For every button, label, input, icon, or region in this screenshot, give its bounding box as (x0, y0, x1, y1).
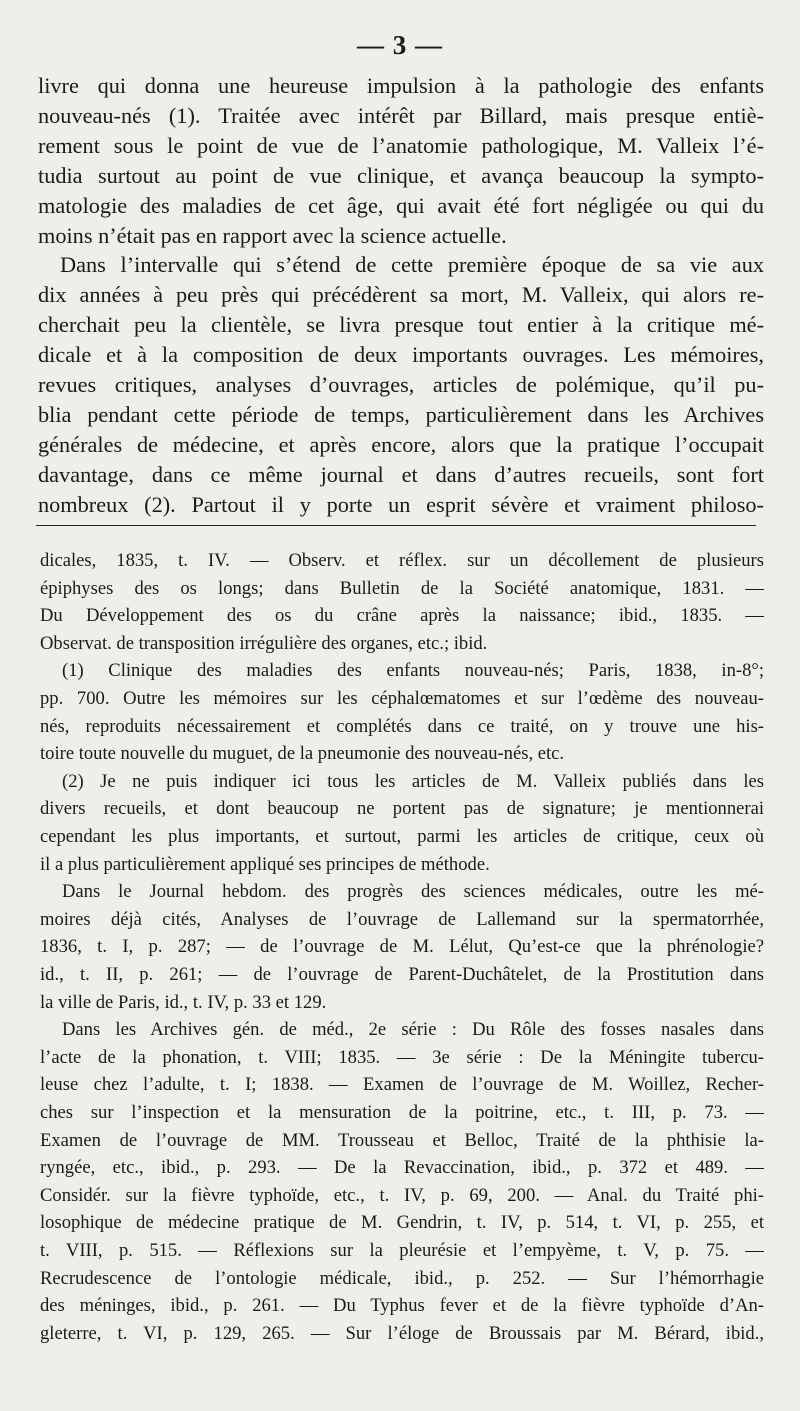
footnote-line: (1) Clinique des maladies des enfants nouveau-nés; Paris, 1838, in-8°; (62, 660, 764, 682)
body-text-line: rement sous le point de vue de l’anatomie pathologique, M. Valleix l’é- (38, 132, 764, 158)
body-text-line: générales de médecine, et après encore, alors que la pratique l’occupait (38, 431, 764, 457)
body-text-line: davantage, dans ce même journal et dans d’autres recueils, sont fort (38, 461, 764, 487)
footnote-line: Recrudescence de l’ontologie médicale, ibid., p. 252. — Sur l’hémorrhagie (40, 1267, 764, 1289)
footnote-line: Examen de l’ouvrage de MM. Trousseau et Belloc, Traité de la phthisie la- (40, 1129, 764, 1151)
footnote-line: t. VIII, p. 515. — Réflexions sur la pleurésie et l’empyème, t. V, p. 75. — (40, 1240, 764, 1261)
body-text-line: nombreux (2). Partout il y porte un esprit sévère et vraiment philoso- (38, 491, 764, 517)
body-text-line: revues critiques, analyses d’ouvrages, articles de polémique, qu’il pu- (38, 372, 764, 397)
body-text-line: dix années à peu près qui précédèrent sa mort, M. Valleix, qui alors re- (38, 282, 764, 308)
footnote-line: divers recueils, et dont beaucoup ne portent pas de signature; je mentionnerai (40, 798, 764, 820)
footnote-line: la ville de Paris, id., t. IV, p. 33 et 129. (40, 991, 327, 1013)
footnote-line: losophique de médecine pratique de M. Gendrin, t. IV, p. 514, t. VI, p. 255, et (40, 1212, 764, 1234)
body-text-line: matologie des maladies de cet âge, qui avait été fort négligée ou qui du (38, 192, 764, 218)
body-text-line: cherchait peu la clientèle, se livra presque tout entier à la critique mé- (38, 312, 764, 338)
footnote-line: épiphyses des os longs; dans Bulletin de la Société anatomique, 1831. — (40, 577, 764, 599)
page-number: — 3 — (357, 30, 443, 60)
body-text-line: livre qui donna une heureuse impulsion à la pathologie des enfants (38, 73, 764, 98)
footnote-line: ryngée, etc., ibid., p. 293. — De la Revaccination, ibid., p. 372 et 489. — (40, 1157, 764, 1179)
footnote-separator (36, 525, 756, 526)
footnote-line: Dans le Journal hebdom. des progrès des sciences médicales, outre les mé- (62, 881, 764, 903)
body-text-line: tudia surtout au point de vue clinique, et avança beaucoup la sympto- (38, 162, 764, 188)
footnote-line: pp. 700. Outre les mémoires sur les céphalœmatomes et sur l’œdème des nouveau- (40, 688, 764, 709)
body-text-line: moins n’était pas en rapport avec la science actuelle. (38, 222, 507, 248)
footnote-line: des méninges, ibid., p. 261. — Du Typhus fever et de la fièvre typhoïde d’An- (40, 1295, 764, 1317)
footnote-line: id., t. II, p. 261; — de l’ouvrage de Parent-Duchâtelet, de la Prostitution dans (40, 964, 764, 985)
body-text-line: Dans l’intervalle qui s’étend de cette première époque de sa vie aux (60, 252, 764, 278)
body-text-line: blia pendant cette période de temps, particulièrement dans les Archives (38, 401, 764, 427)
footnote-line: nés, reproduits nécessairement et complétés dans ce traité, on y trouve une his- (40, 715, 764, 737)
footnote-line: gleterre, t. VI, p. 129, 265. — Sur l’éloge de Broussais par M. Bérard, ibid., (40, 1322, 764, 1344)
footnote-line: cependant les plus importants, et surtout, parmi les articles de critique, ceux où (40, 826, 764, 847)
footnote-line: moires déjà cités, Analyses de l’ouvrage de Lallemand sur la spermatorrhée, (40, 908, 764, 930)
footnote-line: dicales, 1835, t. IV. — Observ. et réflex. sur un décollement de plusieurs (40, 550, 764, 571)
footnote-line: Observat. de transposition irrégulière des organes, etc.; ibid. (40, 632, 488, 654)
footnote-line: leuse chez l’adulte, t. I; 1838. — Examen de l’ouvrage de M. Woillez, Recher- (40, 1074, 764, 1096)
footnote-line: Considér. sur la fièvre typhoïde, etc., t. IV, p. 69, 200. — Anal. du Traité phi- (40, 1184, 764, 1206)
footnote-line: toire toute nouvelle du muguet, de la pneumonie des nouveau-nés, etc. (40, 743, 565, 765)
footnote-line: il a plus particulièrement appliqué ses principes de méthode. (40, 853, 490, 875)
footnote-line: Du Développement des os du crâne après la naissance; ibid., 1835. — (40, 605, 764, 627)
footnote-line: 1836, t. I, p. 287; — de l’ouvrage de M. Lélut, Qu’est-ce que la phrénologie? (40, 936, 764, 958)
footnote-line: (2) Je ne puis indiquer ici tous les articles de M. Valleix publiés dans les (62, 770, 764, 792)
footnote-line: ches sur l’inspection et la mensuration de la poitrine, etc., t. III, p. 73. — (40, 1102, 764, 1123)
footnote-line: Dans les Archives gén. de méd., 2e série : Du Rôle des fosses nasales dans (62, 1019, 764, 1041)
footnote-line: l’acte de la phonation, t. VIII; 1835. — 3e série : De la Méningite tubercu- (40, 1046, 764, 1068)
body-text-line: dicale et à la composition de deux importants ouvrages. Les mémoires, (38, 342, 764, 368)
body-text-line: nouveau-nés (1). Traitée avec intérêt par Billard, mais presque entiè- (38, 102, 764, 128)
